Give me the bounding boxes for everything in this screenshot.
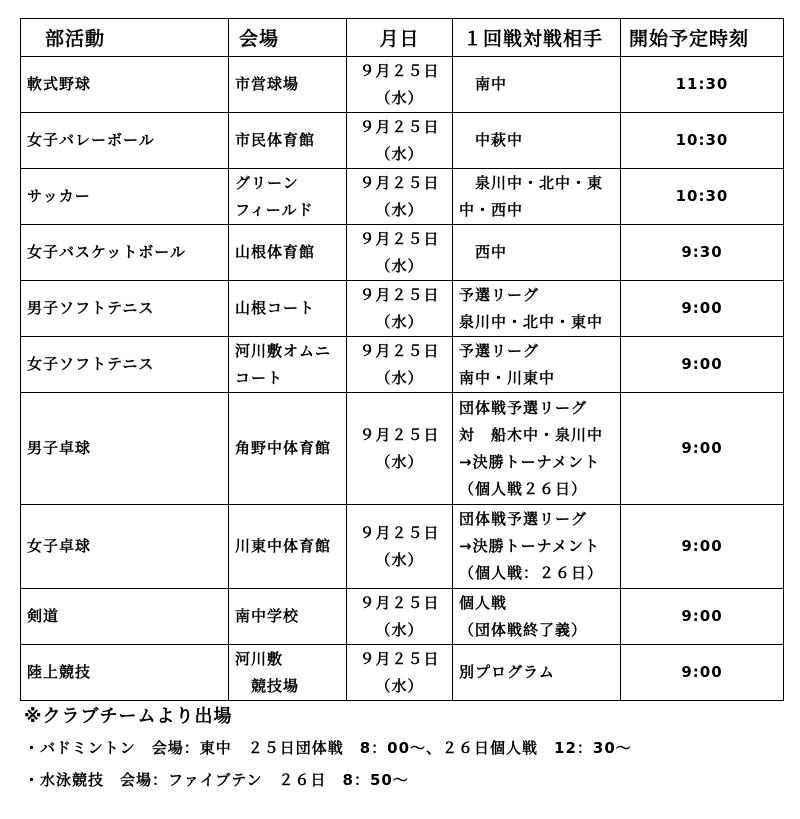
table-row [21,337,784,393]
club-cell: 女子卓球 [21,505,229,589]
notes-section [24,702,632,796]
venue-cell: 河川敷オムニ コート [229,337,347,393]
time-cell: 9:00 [621,281,784,337]
table-row [21,281,784,337]
time-cell: 9:00 [621,589,784,645]
table-row [21,645,784,701]
header-date: 月日 [347,19,453,57]
date-cell: ９月２５日 （水） [347,589,453,645]
schedule-table [20,18,784,701]
date-cell: ９月２５日 （水） [347,281,453,337]
time-cell: 9:00 [621,393,784,505]
venue-cell: 南中学校 [229,589,347,645]
time-cell: 10:30 [621,113,784,169]
time-cell: 9:00 [621,645,784,701]
header-club: 部活動 [21,19,229,57]
note-line-badminton: ・バドミントン 会場：東中 ２５日団体戦 8：00～、２６日個人戦 12：30～ [24,739,632,757]
opponent-cell: 団体戦予選リーグ 対 船木中・泉川中 →決勝トーナメント （個人戦２６日） [453,393,621,505]
opponent-cell: 中萩中 [453,113,621,169]
club-cell: 剣道 [21,589,229,645]
club-cell: 女子バスケットボール [21,225,229,281]
club-cell: 男子卓球 [21,393,229,505]
venue-cell: 市営球場 [229,57,347,113]
date-cell: ９月２５日 （水） [347,337,453,393]
table-row [21,169,784,225]
date-cell: ９月２５日 （水） [347,225,453,281]
venue-cell: グリーン フィールド [229,169,347,225]
venue-cell: 山根体育館 [229,225,347,281]
date-cell: ９月２５日 （水） [347,393,453,505]
club-cell: 女子バレーボール [21,113,229,169]
table-row [21,57,784,113]
table-row [21,505,784,589]
club-cell: 女子ソフトテニス [21,337,229,393]
venue-cell: 山根コート [229,281,347,337]
venue-cell: 角野中体育館 [229,393,347,505]
notes-heading: ※クラブチームより出場 [24,706,233,727]
opponent-cell: 泉川中・北中・東 中・西中 [453,169,621,225]
time-cell: 11:30 [621,57,784,113]
opponent-cell: 予選リーグ 泉川中・北中・東中 [453,281,621,337]
club-cell: サッカー [21,169,229,225]
note-line-swimming: ・水泳競技 会場：ファイブテン ２６日 8：50～ [24,771,409,789]
time-cell: 9:00 [621,505,784,589]
club-cell: 軟式野球 [21,57,229,113]
header-opponent: １回戦対戦相手 [453,19,621,57]
header-venue: 会場 [229,19,347,57]
opponent-cell: 南中 [453,57,621,113]
table-row [21,393,784,505]
club-cell: 陸上競技 [21,645,229,701]
time-cell: 9:30 [621,225,784,281]
header-start-time: 開始予定時刻 [621,19,784,57]
time-cell: 10:30 [621,169,784,225]
date-cell: ９月２５日 （水） [347,57,453,113]
header-row [21,19,784,57]
table-row [21,589,784,645]
date-cell: ９月２５日 （水） [347,169,453,225]
date-cell: ９月２５日 （水） [347,645,453,701]
opponent-cell: 個人戦 （団体戦終了義） [453,589,621,645]
venue-cell: 市民体育館 [229,113,347,169]
venue-cell: 川東中体育館 [229,505,347,589]
opponent-cell: 予選リーグ 南中・川東中 [453,337,621,393]
date-cell: ９月２５日 （水） [347,113,453,169]
opponent-cell: 別プログラム [453,645,621,701]
club-cell: 男子ソフトテニス [21,281,229,337]
opponent-cell: 団体戦予選リーグ →決勝トーナメント （個人戦：２６日） [453,505,621,589]
venue-cell: 河川敷 競技場 [229,645,347,701]
table-row [21,225,784,281]
table-row [21,113,784,169]
time-cell: 9:00 [621,337,784,393]
opponent-cell: 西中 [453,225,621,281]
date-cell: ９月２５日 （水） [347,505,453,589]
